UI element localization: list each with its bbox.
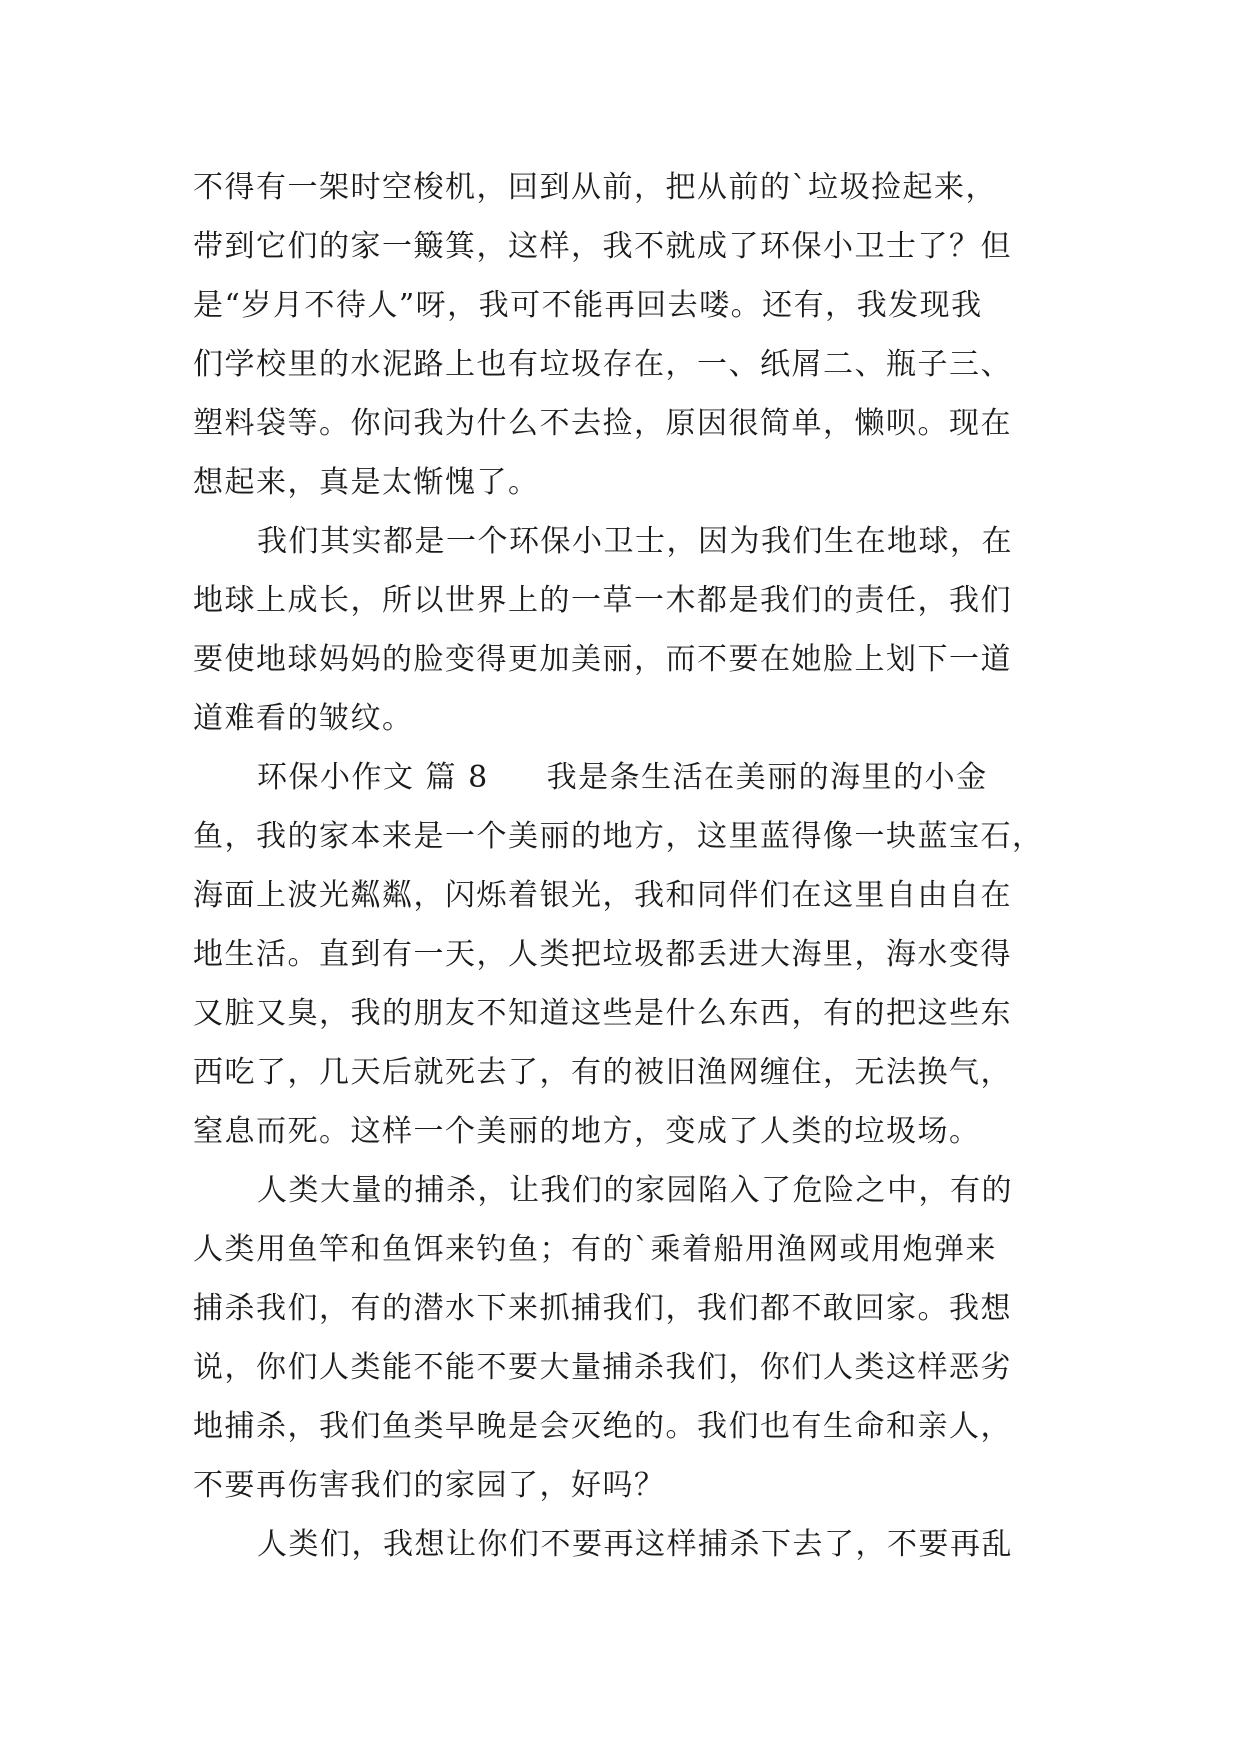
text-line: 又脏又臭，我的朋友不知道这些是什么东西，有的把这些东: [193, 996, 1012, 1031]
section-heading-line: [257, 760, 1053, 796]
text-line: 不要再伤害我们的家园了，好吗？: [193, 1468, 666, 1503]
text-line: 海面上波光粼粼，闪烁着银光，我和同伴们在这里自由自在: [193, 878, 1012, 913]
text-line: 人类们，我想让你们不要再这样捕杀下去了，不要再乱: [257, 1527, 1013, 1562]
text-line: 我是条生活在美丽的海里的小金: [546, 760, 988, 795]
text-line: 地捕杀，我们鱼类早晚是会灭绝的。我们也有生命和亲人，: [193, 1409, 1012, 1444]
text-line: 地球上成长，所以世界上的一草一木都是我们的责任，我们: [193, 583, 1012, 618]
text-line: 们学校里的水泥路上也有垃圾存在，一、纸屑二、瓶子三、: [193, 347, 1012, 382]
text-line: 带到它们的家一簸箕，这样，我不就成了环保小卫士了？但: [193, 229, 1012, 264]
text-line: 人类用鱼竿和鱼饵来钓鱼；有的`乘着船用渔网或用炮弹来: [193, 1232, 997, 1267]
text-line: 窒息而死。这样一个美丽的地方，变成了人类的垃圾场。: [193, 1114, 981, 1149]
text-line: 鱼，我的家本来是一个美丽的地方，这里蓝得像一块蓝宝石，: [193, 819, 1044, 854]
text-line: 要使地球妈妈的脸变得更加美丽，而不要在她脸上划下一道: [193, 642, 1012, 677]
text-line: 西吃了，几天后就死去了，有的被旧渔网缠住，无法换气，: [193, 1055, 1012, 1090]
text-line: 不得有一架时空梭机，回到从前，把从前的`垃圾捡起来，: [193, 170, 997, 205]
text-line: 道难看的皱纹。: [193, 701, 414, 736]
text-line: 人类大量的捕杀，让我们的家园陷入了危险之中，有的: [257, 1173, 1013, 1208]
text-line: 塑料袋等。你问我为什么不去捡，原因很简单，懒呗。现在: [193, 406, 1012, 441]
text-line: 地生活。直到有一天，人类把垃圾都丢进大海里，海水变得: [193, 937, 1012, 972]
text-line: 捕杀我们，有的潜水下来抓捕我们，我们都不敢回家。我想: [193, 1291, 1012, 1326]
section-heading: 环保小作文 篇 8: [257, 760, 489, 795]
text-line: 想起来，真是太惭愧了。: [193, 465, 540, 500]
text-line: 是“岁月不待人”呀，我可不能再回去喽。还有，我发现我: [193, 288, 983, 323]
text-line: 说，你们人类能不能不要大量捕杀我们，你们人类这样恶劣: [193, 1350, 1012, 1385]
text-line: 我们其实都是一个环保小卫士，因为我们生在地球，在: [257, 524, 1013, 559]
